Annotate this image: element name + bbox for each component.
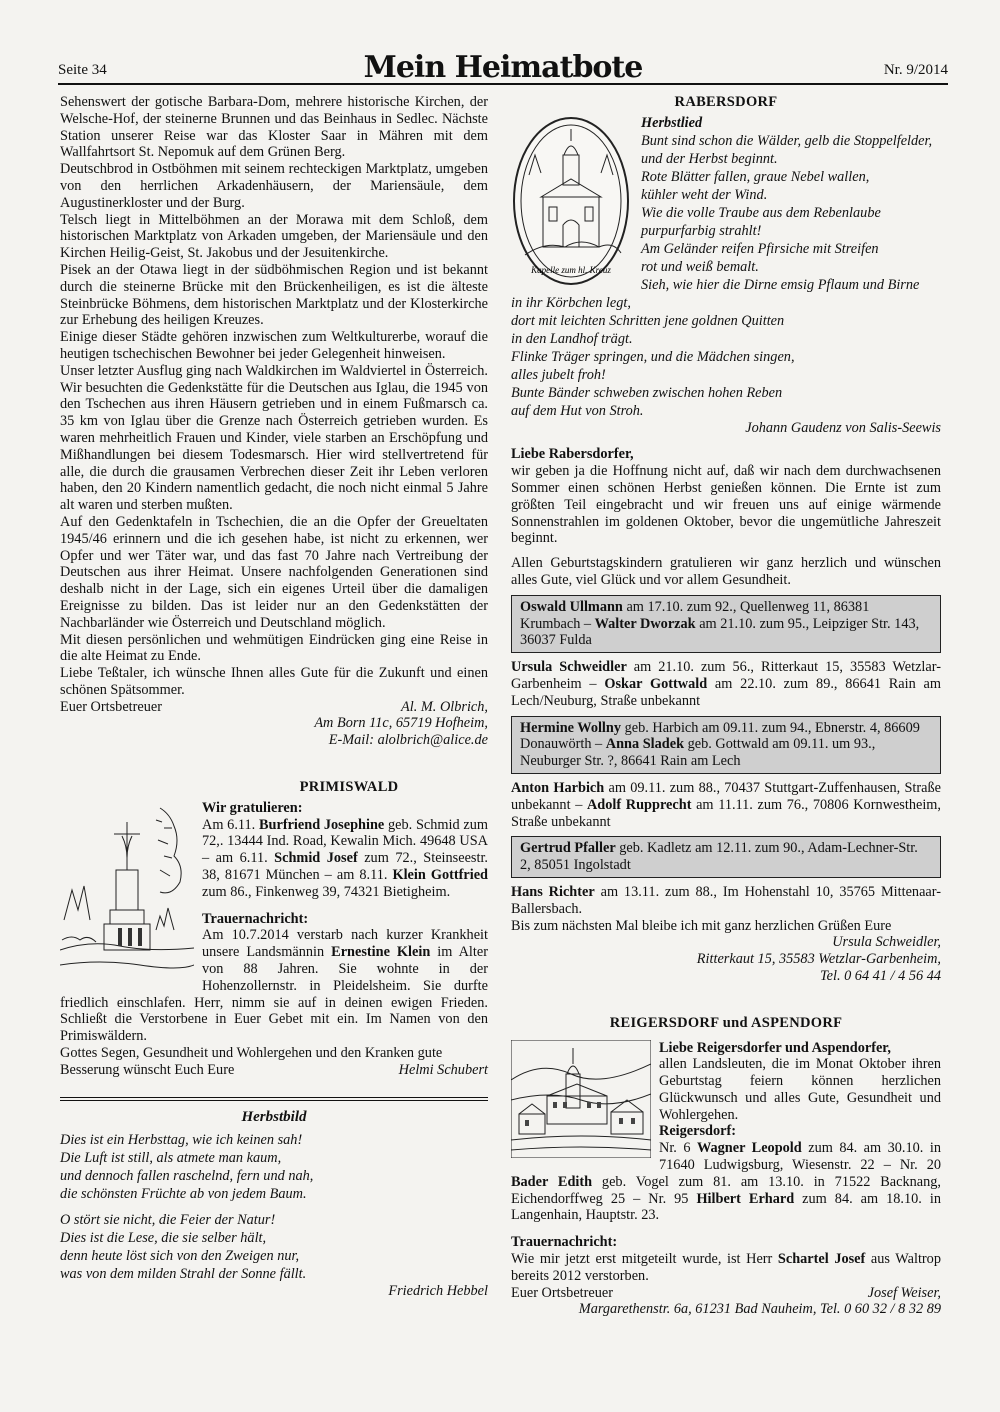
chapel-illustration bbox=[511, 115, 631, 287]
farewell-text: Bis zum nächsten Mal bleibe ich mit ganz herzlichen Grüßen Eure bbox=[511, 917, 892, 934]
birthday-box: Oswald Ullmann am 17.10. zum 92., Quellenweg 11, 86381 Krumbach – Walter Dworzak am 21.10. zum 95., Leipziger Str. 143, 36037 Fulda bbox=[511, 595, 941, 653]
congrats-text: Am 6.11. Burfriend Josephine geb. Schmid zum 72,. 13444 Ind. Road, Kewalin Mich. 49648 USA – am 6.11. Schmid Josef zum 72., Steinseestr. 38, 81671 München – am 8.11. Klein Gottfried zum 86., Finkenweg 39, 74321 Bietigheim. bbox=[202, 816, 489, 900]
author-name: Al. M. Olbrich, bbox=[401, 698, 488, 715]
mourning-heading: Trauernachricht: bbox=[511, 1234, 618, 1251]
primiswald-closing: Gottes Segen, Gesundheit und Wohlergehen und den Kranken gute Besserung wünscht Euch Eure Helmi Schubert bbox=[60, 1045, 488, 1078]
signature-line: Euer Ortsbetreuer Josef Weiser, bbox=[511, 1284, 941, 1301]
mourning-text: Am 10.7.2014 verstarb nach kurzer Krankheit unsere Landsmännin Ernestine Klein im Alter von 88 Jahren. Sie wohnte in der Hohenzollernstr. in Pleidelsheim. Sie durfte friedlich einschlafen. Herr, nimm sie auf in deinen ewigen Frieden. Schließt die Verstorbene in Euer Gebet mit ein. Im Namen von den Primiswäldern. bbox=[60, 927, 488, 1045]
poem-title-herbstbild: Herbstbild bbox=[241, 1108, 307, 1125]
birthday-entry: Nr. 6 Wagner Leopold zum 84. am 30.10. in 71640 Ludwigsburg, Wiesenstr. 22 – Nr. 20 Bader Edith geb. Vogel zum 81. am 13.10. in 71522 Backnang, Eichendorffweg 25 – Nr. 95 Hilbert Erhard zum 84. am 18.10. in Langenhain, Hauptstr. 23. bbox=[511, 1140, 941, 1224]
author-address: Am Born 11c, 65719 Hofheim, bbox=[314, 715, 488, 732]
author-email: E-Mail: alolbrich@alice.de bbox=[328, 732, 488, 749]
article-paragraph: Liebe Teßtaler, ich wünsche Ihnen alles Gute für die Zukunft und einen schönen Spätsommer. bbox=[60, 665, 488, 698]
page-header bbox=[58, 50, 948, 86]
article-paragraph: Pisek an der Otawa liegt in der südböhmischen Region und ist bekannt durch die steinerne Brücke mit den Brückenheiligen, es ist die älteste Steinbrücke Böhmens, dem historischen Marktplatz und der Klosterkirche zur Erhebung des heiligen Kreuzes. bbox=[60, 261, 488, 329]
author-name: Josef Weiser, bbox=[867, 1284, 941, 1301]
section-heading-rabersdorf: RABERSDORF bbox=[674, 94, 778, 110]
article-paragraph: Auf den Gedenktafeln in Tschechien, die an die Opfer der Greueltaten 1945/46 erinnern und die ich gesehen habe, ist nicht zu erkennen, wer Opfer und wer Täter war, und das fast 70 Jahre nach Vertreibung der Deutschen aus ihrer Heimat. Unsere nachfolgenden Generationen sind deshalb nicht in der Lage, sich ein eigenes Urteil über die damaligen Ereignisse zu bilden. Das ist leider nur an den Gedenkstätten der Nachbarländer wie Österreich und Deutschland möglich. bbox=[60, 513, 488, 631]
article-paragraph: Mit diesen persönlichen und wehmütigen Eindrücken ging eine Reise in die alte Heimat zu Ende. bbox=[60, 631, 488, 665]
article-paragraph: Sehenswert der gotische Barbara-Dom, mehrere historische Kirchen, der Welsche-Hof, der steinerne Brunnen und das Beinhaus in Sedlec. Nächste Station unserer Reise war das Kloster Saar in Mähren mit dem Wallfahrtsort St. Nepomuk auf dem Grünen Berg. bbox=[60, 94, 488, 161]
greeting-text: allen Landsleuten, die im Monat Oktober ihren Geburtstag feiern können herzlichen Glückwunsch und alles Gute, Gesundheit und Wohlergehen. bbox=[659, 1056, 941, 1123]
poem-title-herbstlied: Herbstlied bbox=[641, 114, 703, 131]
article-paragraph: Telsch liegt in Mittelböhmen an der Morawa mit dem Schloß, dem historischen Marktplatz von Arkaden umgeben, der Mariensäule und den Kirchen Heilig-Geist, St. Jakobus und der Jesuitenkirche. bbox=[60, 211, 488, 262]
author-name: Ursula Schweidler, bbox=[832, 934, 941, 951]
right-column bbox=[511, 94, 941, 1318]
page-number: Seite 34 bbox=[58, 62, 107, 78]
primiswald-author: Helmi Schubert bbox=[398, 1061, 488, 1078]
header-rule bbox=[58, 83, 948, 85]
poem-herbstlied: Bunt sind schon die Wälder, gelb die Stoppelfelder, und der Herbst beginnt. Rote Blätter fallen, graue Nebel wallen, kühler weht der Wind. Wie die volle Traube aus dem Rebenlaube purpurfarbig strahlt! Am Geländer reifen Pfirsiche mit Streifen rot und weiß bemalt. Sieh, wie hier die Dirne emsig Pflaum und Birne in ihr Körbchen legt, dort mit leichten Schritten jene goldnen Quitten in den Landhof trägt. Flinke Träger springen, und die Mädchen singen, alles jubelt froh! Bunte Bänder schweben zwischen hohen Reben auf dem Hut von Stroh. bbox=[511, 132, 933, 419]
chapel-caption: Kapelle zum hl. Kreuz bbox=[531, 264, 611, 275]
article-paragraph: Einige dieser Städte gehören inzwischen zum Weltkulturerbe, worauf die heutigen tschechischen Bewohner bei jeder Gelegenheit hinweisen. bbox=[60, 329, 488, 362]
masthead-title: Mein Heimatbote bbox=[363, 50, 643, 85]
mourning-heading: Trauernachricht: bbox=[202, 910, 309, 927]
author-phone: Tel. 0 64 41 / 4 56 44 bbox=[819, 967, 941, 984]
article-paragraph: Unser letzter Ausflug ging nach Waldkirchen im Waldviertel in Österreich. Wir besuchten die Gedenkstätte für die Deutschen aus Iglau, die 1945 von den Tschechen aus ihren Häusern getrieben und in einem Fußmarsch ca. 35 km von Iglau über die Grenze nach Österreich getrieben wurden. Es waren mehrheitlich Frauen und Kinder, viele starben an Erschöpfung und Mißhandlungen bei diesem Todesmarsch. Hier wird stellvertretend für alle, die durch die grausamen Verbrechen dieser Zeit ihr Leben verloren haben, den 20 Kindern namentlich gedacht, die noch nicht einmal 5 Jahre alt waren und sterben mußten. bbox=[60, 362, 488, 514]
closing-text: Euer Ortsbetreuer bbox=[60, 698, 163, 715]
birthday-box: Hermine Wollny geb. Harbich am 09.11. zum 94., Ebnerstr. 4, 86609 Donauwörth – Anna Sladek geb. Gottwald am 09.11. um 93., Neuburger Str. ?, 86641 Rain am Lech bbox=[511, 716, 941, 774]
left-column bbox=[60, 94, 488, 1300]
mourning-text: Wie mir jetzt erst mitgeteilt wurde, ist Herr Schartel Josef aus Waltrop bereits 2012 verstorben. bbox=[511, 1251, 941, 1284]
poem-herbstbild: Dies ist ein Herbsttag, wie ich keinen sah! Die Luft ist still, als atmete man kaum, und dennoch fallen raschelnd, fern und nah, die schönsten Früchte ab von jedem Baum. O stört sie nicht, die Feier der Natur! Dies ist die Lese, die sie selber hält, denn heute löst sich von den Zweigen nur, was von dem milden Strahl der Sonne fällt. bbox=[60, 1132, 314, 1283]
issue-number: Nr. 9/2014 bbox=[883, 62, 948, 78]
birthday-entry: Ursula Schweidler am 21.10. zum 56., Ritterkaut 15, 35583 Wetzlar-Garbenheim – Oskar Gottwald am 22.10. zum 89., 86641 Rain am Lech/Neuburg, Straße unbekannt bbox=[511, 659, 941, 709]
author-address: Margarethenstr. 6a, 61231 Bad Nauheim, Tel. 0 60 32 / 8 32 89 bbox=[578, 1301, 941, 1318]
birthday-box: Gertrud Pfaller geb. Kadletz am 12.11. zum 90., Adam-Lechner-Str. 2, 85051 Ingolstadt bbox=[511, 836, 941, 878]
greeting-text: wir geben ja die Hoffnung nicht auf, daß wir nach dem durchwachsenen Sommer einen schönen Herbst genießen können. Die Ernte ist zum größten Teil eingebracht und wir freuen uns auf einige wärmende Sonnenstrahlen im goldenen Oktober, bevor die ungemütliche Jahreszeit beginnt. bbox=[511, 463, 941, 547]
wayside-cross-illustration bbox=[60, 800, 194, 980]
subheading-reigersdorf: Reigersdorf: bbox=[659, 1123, 737, 1140]
section-heading-primiswald: PRIMISWALD bbox=[299, 779, 399, 796]
birthday-intro: Allen Geburtstagskindern gratulieren wir ganz herzlich und wünschen alles Gute, viel Glück und vor allem Gesundheit. bbox=[511, 555, 941, 588]
article-paragraph: Deutschbrod in Ostböhmen mit seinem rechteckigen Marktplatz, umgeben von den herrlichen Arkadenhäusern, der Mariensäule, dem Augustinerkloster und der Burg. bbox=[60, 161, 488, 211]
birthday-entry: Anton Harbich am 09.11. zum 88., 70437 Stuttgart-Zuffenhausen, Straße unbekannt – Adolf Rupprecht am 11.11. zum 76., 70806 Kornwestheim, Straße unbekannt bbox=[511, 779, 941, 830]
birthday-entry: Hans Richter am 13.11. zum 88., Im Hohenstahl 10, 35765 Mittenaar-Ballersbach. bbox=[511, 883, 942, 917]
section-heading-reigersdorf: REIGERSDORF und ASPENDORF bbox=[609, 1014, 843, 1031]
greeting-heading: Liebe Rabersdorfer, bbox=[511, 446, 634, 463]
poem-author: Friedrich Hebbel bbox=[388, 1283, 488, 1300]
village-illustration bbox=[511, 1040, 651, 1158]
congrats-heading: Wir gratulieren: bbox=[202, 799, 303, 816]
poem-author: Johann Gaudenz von Salis-Seewis bbox=[745, 419, 941, 436]
signature-line bbox=[60, 699, 488, 716]
author-address: Ritterkaut 15, 35583 Wetzlar-Garbenheim, bbox=[696, 951, 941, 968]
greeting-heading: Liebe Reigersdorfer und Aspendorfer, bbox=[659, 1039, 891, 1056]
